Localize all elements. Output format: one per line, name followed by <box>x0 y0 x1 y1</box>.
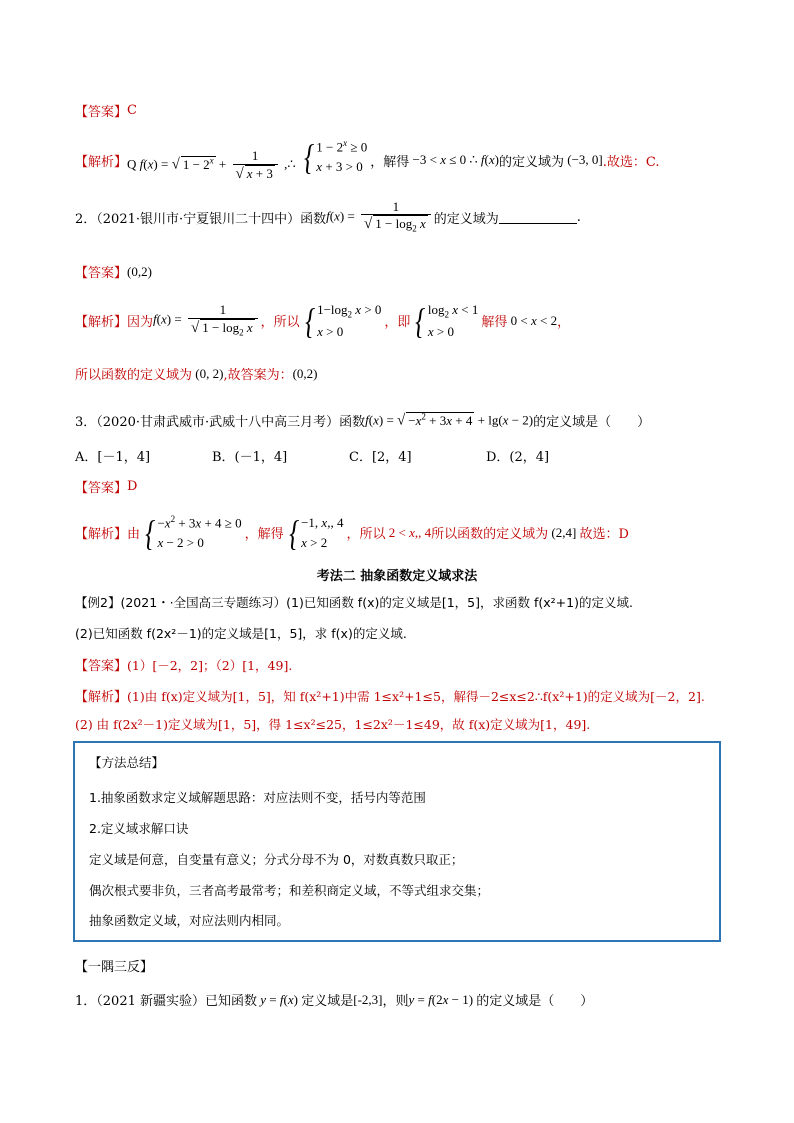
answer-tag: 【答案】 <box>75 105 128 120</box>
example2-analysis-2 <box>75 715 590 733</box>
option-b: B．(－1，4] <box>212 450 288 465</box>
analysis-text: 所以函数的定义域为 <box>431 527 549 543</box>
formula: { −1, x,, 4 x > 2 <box>288 512 344 553</box>
analysis-text: (2) 由 f(2x²－1)定义域为[1，5]，得 1≤x²≤25，1≤2x²－1≤49，故 f(x)定义域为[1，49]. <box>75 717 591 732</box>
formula: y = f(x) <box>257 991 302 1007</box>
question-text: ，则 <box>382 994 409 1009</box>
q3-analysis <box>75 514 629 551</box>
method-summary-box <box>73 741 721 942</box>
conclusion-text: ,故答案为： <box>223 368 293 383</box>
formula: f(x) = $\frac{1}{√ 1 - \log_2 x}$ <box>326 200 434 235</box>
analysis-text: 的定义域为 <box>499 154 565 170</box>
formula: { $\log_2 x < 1$ x > 0 <box>415 300 479 341</box>
q2-conclusion <box>75 364 318 383</box>
answer-blank <box>499 211 577 224</box>
analysis-text: ，即 <box>384 315 411 331</box>
analysis-text: ，解得 <box>370 154 410 170</box>
q3-question <box>75 411 650 430</box>
analysis-tag: 【解析】 <box>75 527 128 543</box>
practice-q1 <box>75 990 593 1009</box>
q2-answer <box>75 262 152 281</box>
formula: f(x) = √ $-x^2 + 3x + 4 + \lg(x - 2)$ <box>365 411 534 429</box>
practice-title: 【一隅三反】 <box>75 960 154 975</box>
analysis-text: 由 <box>127 527 141 543</box>
formula: (−3, 0] <box>564 152 603 168</box>
q2-analysis <box>75 302 570 340</box>
answer-tag: 【答案】 <box>75 481 128 496</box>
example2-line1: 【例2】(2021・·全国高三专题练习）(1)已知函数 f(x)的定义域是[1，5]，求函数 f(x²+1)的定义域. <box>75 595 633 610</box>
question-text: 1．（2021 新疆实验）已知函数 <box>75 994 257 1009</box>
summary-item: 抽象函数定义域，对应法则内相同。 <box>89 913 290 928</box>
formula: f(x) = $\frac{1}{√ 1 - \log_2 x}$ <box>153 303 261 338</box>
formula: 0 < x < 2 <box>510 312 558 328</box>
summary-item: 1.抽象函数求定义域解题思路：对应法则不变，括号内等范围 <box>89 790 426 805</box>
summary-item: 偶次根式要非负，三者高考最常考；和差积商定义域，不等式组求交集； <box>89 883 490 898</box>
example2-answer <box>75 655 292 674</box>
analysis-text: ， <box>557 315 571 331</box>
q3-answer <box>75 477 137 496</box>
formula: { $1-\log_2$ x > 0 x > 0 <box>304 300 382 341</box>
formula: 2 < x,, 4 <box>388 524 432 540</box>
analysis-text: ，所以 <box>346 527 386 543</box>
analysis-tag: 【解析】 <box>75 690 128 705</box>
formula: −3 < x ≤ 0 ∴ f(x) <box>412 152 499 168</box>
q1-analysis <box>75 138 660 182</box>
analysis-text: 故选：D <box>579 527 629 543</box>
formula: y = f(2x − 1) <box>408 991 477 1007</box>
conclusion-text: 所以函数的定义域为 <box>75 368 193 383</box>
q1-answer <box>75 101 137 120</box>
analysis-text: .故选：C. <box>602 154 660 170</box>
option-d: D．(2，4] <box>486 450 550 465</box>
analysis-text: 解得 <box>481 315 508 331</box>
analysis-text: 因为 <box>127 315 154 331</box>
answer-value: C <box>127 103 137 118</box>
answer-tag: 【答案】 <box>75 659 128 674</box>
summary-item: 定义域是何意，自变量有意义；分式分母不为 0，对数真数只取正； <box>89 852 464 867</box>
question-text: 定义域是 <box>301 994 354 1009</box>
answer-value: D <box>127 479 138 494</box>
formula: [-2,3] <box>353 991 383 1007</box>
question-text: 的定义域是（ ） <box>476 994 594 1009</box>
formula: Q f(x) = √ $1 - 2^x$ + $\frac{1}{√ x + 3}$ ,∴ { $1 - 2^x \ge 0$ x + 3 > 0 <box>127 136 368 182</box>
summary-item: 2.定义域求解口诀 <box>89 821 189 836</box>
analysis-text: (1)由 f(x)定义域为[1，5]，知 f(x²+1)中需 1≤x²+1≤5，解得－2≤x≤2∴f(x²+1)的定义域为[－2，2]. <box>127 688 705 704</box>
question-text: 的定义域为 <box>433 211 499 227</box>
answer-value: (1）[－2，2]；（2）[1，49]. <box>127 657 293 673</box>
example2-analysis <box>75 686 705 705</box>
formula: (2,4] <box>548 524 580 540</box>
option-c: C．[2，4] <box>349 450 412 465</box>
q3-options <box>75 446 549 465</box>
analysis-text: ，所以 <box>260 315 300 331</box>
conclusion-value: (0,2) <box>292 365 318 381</box>
analysis-tag: 【解析】 <box>75 315 128 331</box>
answer-tag: 【答案】 <box>75 266 128 281</box>
analysis-tag: 【解析】 <box>75 154 128 170</box>
answer-value: (0,2) <box>127 263 152 279</box>
formula: (0, 2) <box>192 365 224 381</box>
option-a: A．[－1，4] <box>75 450 151 465</box>
question-text: . <box>576 209 581 225</box>
question-text: 2．（2021·银川市·宁夏银川二十四中）函数 <box>75 211 327 227</box>
question-text: 的定义域是（ ） <box>533 415 651 430</box>
analysis-text: ，解得 <box>244 527 284 543</box>
formula: { $-x^2 + 3x + 4 \ge 0$ x − 2 > 0 <box>145 512 242 553</box>
question-text: 3．（2020·甘肃武威市·武威十八中高三月考）函数 <box>75 415 366 430</box>
q2-question <box>75 200 581 235</box>
section-heading: 考法二 抽象函数定义域求法 <box>316 569 478 584</box>
summary-title: 【方法总结】 <box>89 755 165 770</box>
example2-line2: (2)已知函数 f(2x²－1)的定义域是[1，5]，求 f(x)的定义域. <box>75 626 407 641</box>
